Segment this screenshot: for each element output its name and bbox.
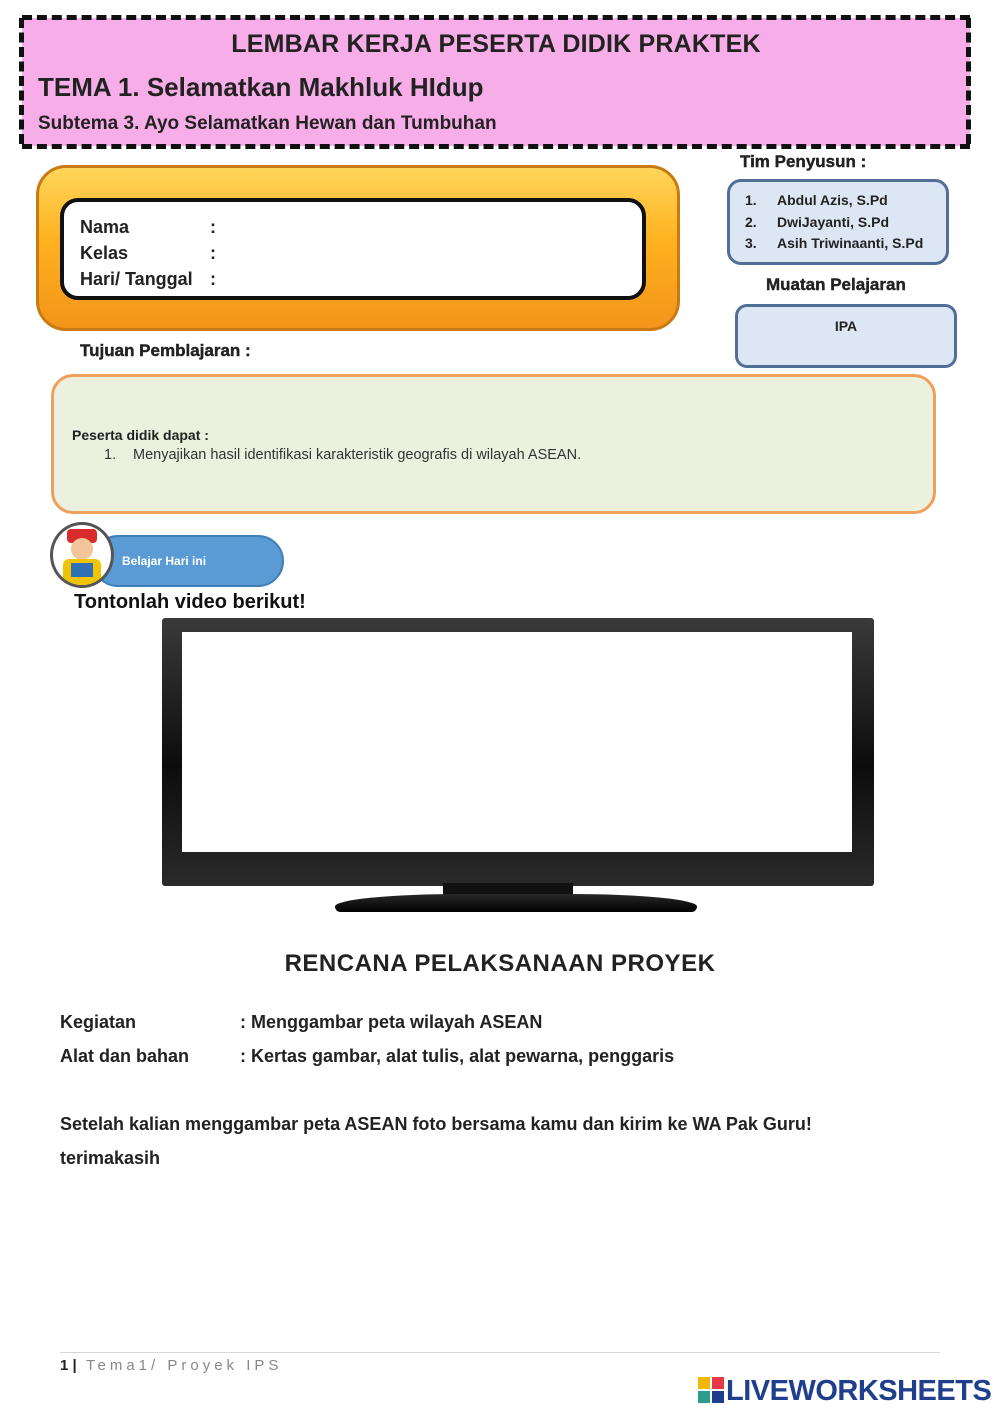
hari-tanggal-label: Hari/ Tanggal [80, 269, 193, 289]
thanks-note: terimakasih [60, 1148, 161, 1168]
tujuan-pembelajaran-label: Tujuan Pemblajaran : [80, 341, 251, 360]
team-member: 2. DwiJayanti, S.Pd [745, 214, 890, 230]
tema-heading: TEMA 1. Selamatkan Makhluk HIdup [38, 72, 484, 102]
muatan-pelajaran-label: Muatan Pelajaran [766, 275, 906, 294]
header-dashed-border-bottom [22, 144, 970, 149]
video-instruction: Tontonlah video berikut! [74, 591, 306, 613]
muatan-pelajaran-value: IPA [834, 318, 858, 334]
alat-bahan-label: Alat dan bahan [60, 1046, 190, 1066]
kegiatan-label: Kegiatan [60, 1012, 137, 1032]
kelas-label: Kelas [80, 243, 129, 263]
alat-bahan-value: : Kertas gambar, alat tulis, alat pewarna, penggaris [240, 1046, 675, 1066]
footer-text: Tema1/ Proyek IPS [86, 1357, 283, 1374]
hari-tanggal-colon: : [210, 269, 216, 289]
page-number: 1 | [60, 1357, 77, 1374]
rencana-title: RENCANA PELAKSANAAN PROYEK [284, 950, 716, 977]
team-member: 3. Asih Triwinaanti, S.Pd [745, 235, 924, 251]
subtema-heading: Subtema 3. Ayo Selamatkan Hewan dan Tumbuhan [38, 113, 497, 134]
team-member: 1. Abdul Azis, S.Pd [745, 192, 888, 208]
tujuan-pembelajaran-box [51, 374, 936, 514]
kegiatan-value: : Menggambar peta wilayah ASEAN [240, 1012, 543, 1032]
instruction-note: Setelah kalian menggambar peta ASEAN foto bersama kamu dan kirim ke WA Pak Guru! [60, 1114, 812, 1134]
header-dashed-border-top [22, 15, 970, 20]
tv-stand [335, 894, 697, 912]
tujuan-intro: Peserta didik dapat : [72, 427, 209, 443]
nama-label: Nama [80, 217, 130, 237]
belajar-hari-ini-label: Belajar Hari ini [122, 554, 207, 568]
kelas-colon: : [210, 243, 216, 263]
page-title: LEMBAR KERJA PESERTA DIDIK PRAKTEK [231, 30, 761, 58]
student-reading-icon [50, 522, 114, 588]
liveworksheets-logo-icon [698, 1377, 724, 1403]
tim-penyusun-label: Tim Penyusun : [740, 152, 867, 171]
footer-divider [60, 1352, 940, 1353]
muatan-pelajaran-box [735, 304, 957, 368]
video-player[interactable] [182, 632, 852, 852]
liveworksheets-brand[interactable]: LIVEWORKSHEETS [726, 1375, 992, 1407]
nama-colon: : [210, 217, 216, 237]
tujuan-item: 1. Menyajikan hasil identifikasi karakteristik geografis di wilayah ASEAN. [104, 447, 582, 463]
